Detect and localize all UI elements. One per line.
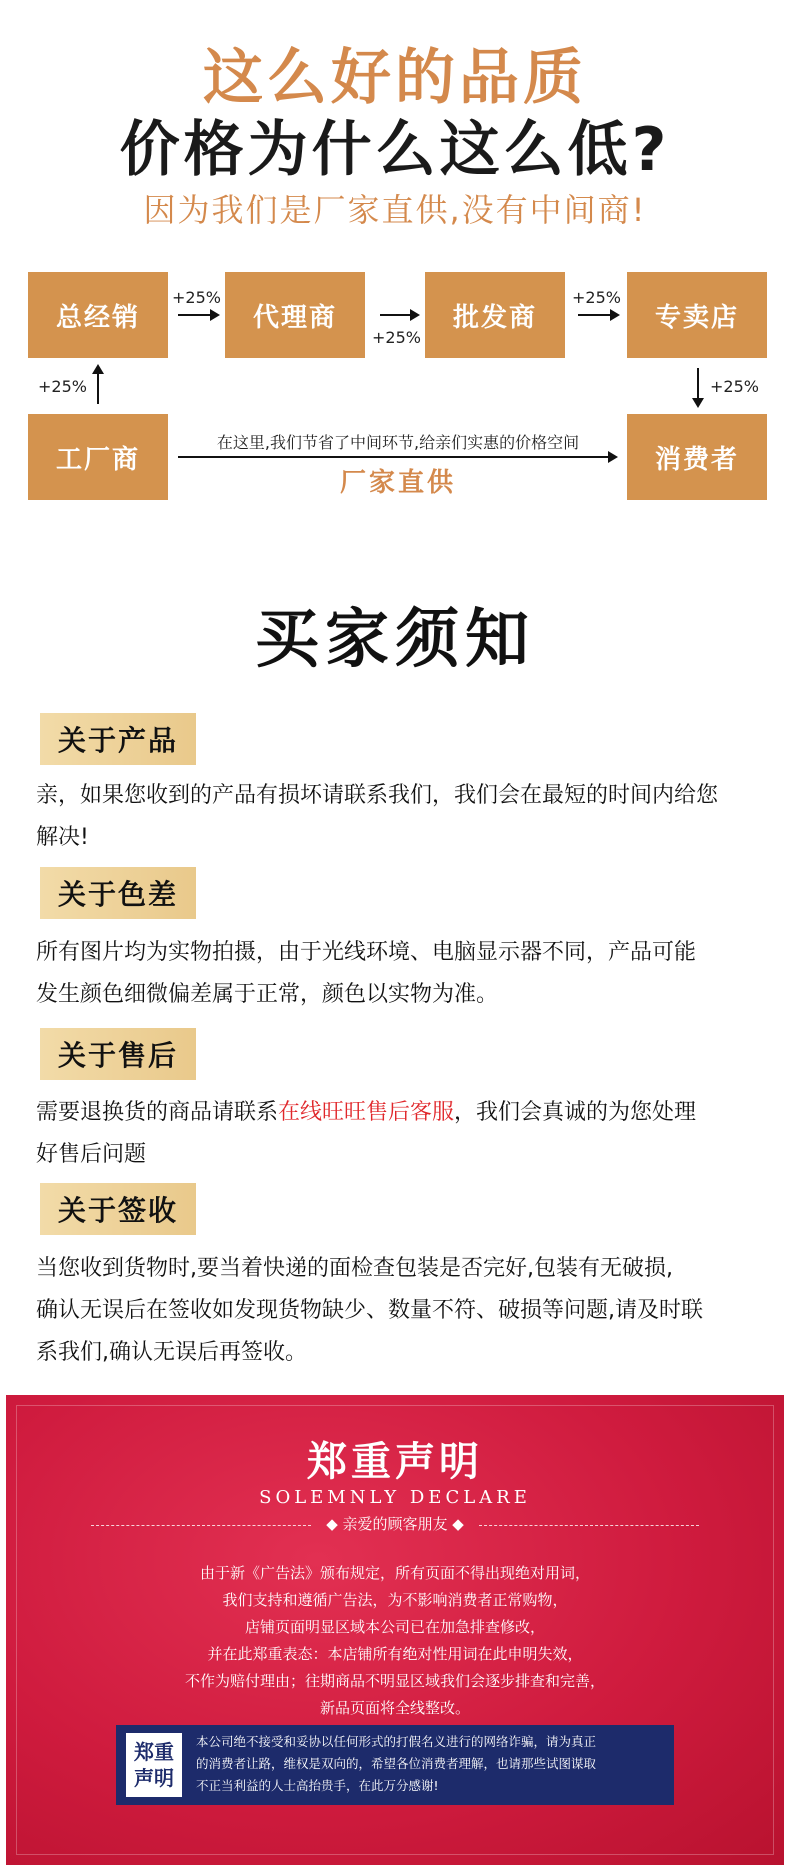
signing-paragraph: [36, 1248, 766, 1374]
after-sales-paragraph: [36, 1092, 766, 1176]
text-line: 我们支持和遵循广告法，为不影响消费者正常购物，: [222, 1591, 568, 1609]
markup-label: +25%: [372, 328, 421, 347]
tag-about-product: 关于产品: [40, 713, 196, 765]
arrow-right-icon: [380, 314, 412, 316]
text-line: 不作为赔付理由；往期商品不明显区域我们会逐步排查和完善，: [184, 1672, 605, 1690]
declaration-panel: [6, 1395, 784, 1865]
tag-after-sales: 关于售后: [40, 1028, 196, 1080]
box-specialty-store: 专卖店: [627, 272, 767, 358]
anti-fraud-text: [196, 1731, 666, 1797]
color-paragraph: [36, 932, 766, 1016]
factory-direct-label: 厂家直供: [339, 468, 456, 498]
text-line: 系我们,确认无误后再签收。: [36, 1340, 307, 1365]
text-line: 店铺页面明显区域本公司已在加急排查修改，: [244, 1618, 545, 1636]
text-segment: 需要退换货的商品请联系: [36, 1100, 279, 1125]
arrow-down-icon: [697, 368, 699, 400]
box-factory: 工厂商: [28, 414, 168, 500]
declaration-subtitle: SOLEMNLY DECLARE: [259, 1487, 531, 1508]
headline-quality: 这么好的品质: [203, 43, 587, 113]
text-line: 解决!: [36, 825, 89, 850]
declaration-greeting: ◆ 亲爱的顾客朋友 ◆: [326, 1515, 464, 1533]
headline-answer: 因为我们是厂家直供,没有中间商!: [143, 191, 647, 229]
text-line: 新品页面将全线整改。: [319, 1699, 470, 1717]
text-line: 的消费者让路，维权是双向的，希望各位消费者理解，也请那些试图谋取: [196, 1756, 597, 1771]
arrow-right-icon: [178, 456, 610, 458]
text-line: 确认无误后在签收如发现货物缺少、数量不符、破损等问题,请及时联: [36, 1298, 703, 1323]
box-wholesaler: 批发商: [425, 272, 565, 358]
anti-fraud-notice: [116, 1725, 674, 1805]
markup-label: +25%: [710, 377, 759, 396]
stamp-line: 郑重: [134, 1740, 174, 1764]
headline-price-question: 价格为什么这么低?: [119, 115, 671, 185]
markup-label: +25%: [38, 377, 87, 396]
notice-title: 买家须知: [255, 603, 535, 677]
box-agent: 代理商: [225, 272, 365, 358]
middle-note: 在这里,我们节省了中间环节,给亲们实惠的价格空间: [216, 433, 580, 452]
text-line: 当您收到货物时,要当着快递的面检查包装是否完好,包装有无破损,: [36, 1256, 673, 1281]
text-segment: ，我们会真诚的为您处理: [454, 1100, 697, 1125]
tag-about-signing: 关于签收: [40, 1183, 196, 1235]
product-paragraph: [36, 775, 766, 859]
arrow-up-icon: [97, 372, 99, 404]
declaration-body: [66, 1560, 724, 1722]
declaration-title: 郑重声明: [307, 1439, 483, 1485]
declaration-stamp: [126, 1733, 182, 1797]
online-service-link[interactable]: 在线旺旺售后客服: [278, 1100, 455, 1125]
box-general-distributor: 总经销: [28, 272, 168, 358]
text-line: [36, 1092, 766, 1134]
markup-label: +25%: [172, 288, 221, 307]
text-line: 好售后问题: [36, 1142, 147, 1167]
text-line: 并在此郑重表态：本店铺所有绝对性用词在此申明失效，: [207, 1645, 583, 1663]
box-consumer: 消费者: [627, 414, 767, 500]
text-line: 发生颜色细微偏差属于正常，颜色以实物为准。: [36, 982, 499, 1007]
text-line: 所有图片均为实物拍摄，由于光线环境、电脑显示器不同，产品可能: [36, 940, 697, 965]
stamp-line: 声明: [134, 1766, 174, 1790]
markup-label: +25%: [572, 288, 621, 307]
arrow-right-icon: [178, 314, 212, 316]
text-line: 亲，如果您收到的产品有损坏请联系我们，我们会在最短的时间内给您: [36, 783, 719, 808]
text-line: 不正当利益的人士高抬贵手，在此万分感谢!: [196, 1778, 439, 1793]
text-line: 本公司绝不接受和妥协以任何形式的打假名义进行的网络诈骗，请为真正: [196, 1734, 597, 1749]
tag-about-color: 关于色差: [40, 867, 196, 919]
text-line: 由于新《广告法》颁布规定，所有页面不得出现绝对用词，: [199, 1564, 590, 1582]
arrow-right-icon: [578, 314, 612, 316]
